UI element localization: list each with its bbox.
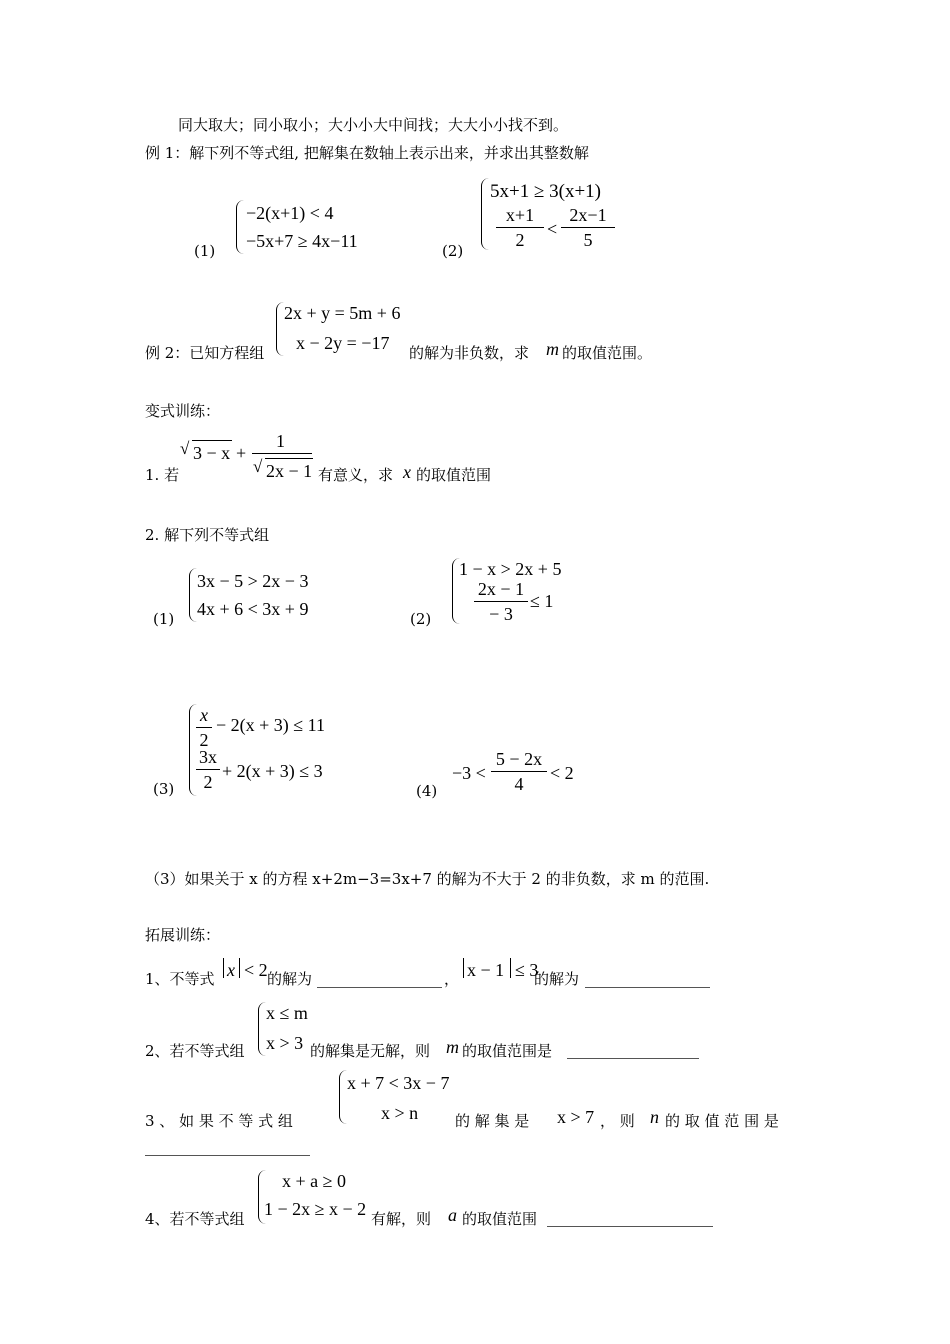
e4-suffix: 的取值范围 bbox=[462, 1210, 538, 1228]
s2-line1: 1 − x > 2x + 5 bbox=[459, 559, 562, 579]
e1-rel2: ≤ 3 bbox=[515, 960, 539, 980]
s4-left: −3 < bbox=[452, 763, 486, 783]
ex1-part1-label: (1) bbox=[194, 242, 216, 260]
e1-answer-blank-2[interactable] bbox=[585, 987, 710, 988]
e1-mid: 的解为 bbox=[267, 970, 313, 988]
e1-rel1: < 2 bbox=[244, 960, 268, 980]
s2-relation: ≤ 1 bbox=[530, 591, 554, 611]
e2-mid: 的解集是无解，则 bbox=[310, 1042, 431, 1060]
e1-expr2: x − 1 bbox=[467, 960, 505, 980]
ex1-part2-brace bbox=[481, 178, 490, 250]
s1-line1: 3x − 5 > 2x − 3 bbox=[197, 571, 309, 591]
s4-fraction bbox=[491, 750, 547, 793]
extend-title: 拓展训练： bbox=[145, 926, 221, 944]
e1-answer-blank-1[interactable] bbox=[317, 987, 442, 988]
fraction-numerator: 2x − 1 bbox=[474, 580, 528, 602]
e3-prefix: 3 、 如 果 不 等 式 组 bbox=[145, 1112, 293, 1130]
q1-sqrt-bar-1 bbox=[192, 440, 232, 441]
q1-mid: 有意义，求 bbox=[318, 466, 394, 484]
e4-mid: 有解，则 bbox=[371, 1210, 432, 1228]
e4-var: a bbox=[448, 1205, 457, 1225]
s1-line2: 4x + 6 < 3x + 9 bbox=[197, 599, 309, 619]
q1-numerator: 1 bbox=[276, 431, 285, 451]
ex2-line2: x − 2y = −17 bbox=[296, 333, 390, 353]
e3-answer-blank[interactable] bbox=[145, 1155, 310, 1156]
e3-line1: x + 7 < 3x − 7 bbox=[347, 1073, 450, 1093]
fraction-denominator: 2 bbox=[199, 730, 209, 750]
q1-plus: + bbox=[236, 443, 247, 463]
e1-expr1: x bbox=[227, 960, 235, 980]
q1-sqrt-bar-2 bbox=[265, 458, 313, 459]
e2-prefix: 2、若不等式组 bbox=[145, 1042, 245, 1060]
s2-label: (2) bbox=[410, 610, 432, 628]
e3-then: ， 则 bbox=[600, 1112, 635, 1130]
fraction-denominator: 2 bbox=[203, 772, 213, 792]
ex1-part1-line2: −5x+7 ≥ 4x−11 bbox=[246, 231, 358, 251]
e1-abs2-right bbox=[510, 958, 511, 978]
ex2-mid: 的解为非负数，求 bbox=[409, 344, 530, 362]
q1-var: x bbox=[403, 462, 411, 482]
s2-fraction bbox=[474, 580, 528, 623]
s3-label: (3) bbox=[153, 780, 175, 798]
s1-label: (1) bbox=[153, 610, 175, 628]
fraction-numerator: x bbox=[196, 706, 212, 728]
e2-var: m bbox=[446, 1037, 459, 1057]
e2-line1: x ≤ m bbox=[266, 1003, 308, 1023]
ex1-part1-brace bbox=[236, 200, 245, 254]
ex1-part2-lt: < bbox=[547, 219, 558, 239]
ex1-part2-label: (2) bbox=[442, 242, 464, 260]
ex2-line1: 2x + y = 5m + 6 bbox=[284, 303, 401, 323]
intro-text: 同大取大；同小取小；大小小大中间找；大大小小找不到。 bbox=[178, 116, 569, 134]
e4-prefix: 4、若不等式组 bbox=[145, 1210, 245, 1228]
fraction-denominator: − 3 bbox=[489, 604, 513, 624]
e1-abs-left bbox=[223, 958, 224, 978]
e2-answer-blank[interactable] bbox=[567, 1058, 699, 1059]
e1-prefix: 1、不等式 bbox=[145, 970, 215, 988]
ex1-part2-fraction1 bbox=[496, 206, 544, 249]
s3-fraction1 bbox=[196, 706, 212, 749]
s4-right: < 2 bbox=[550, 763, 574, 783]
ex2-prefix: 例 2：已知方程组 bbox=[145, 344, 265, 362]
variant-title: 变式训练： bbox=[145, 402, 221, 420]
fraction-denominator: 5 bbox=[583, 230, 593, 250]
fraction-numerator: x+1 bbox=[496, 206, 544, 228]
fraction-denominator: 2 bbox=[515, 230, 525, 250]
s3-line2-rest: + 2(x + 3) ≤ 3 bbox=[222, 761, 323, 781]
fraction-numerator: 2x−1 bbox=[561, 206, 615, 228]
e3-condition: x > 7 bbox=[557, 1107, 595, 1127]
example-1-title: 例 1：解下列不等式组, 把解集在数轴上表示出来，并求出其整数解 bbox=[145, 144, 589, 162]
ex2-suffix: 的取值范围。 bbox=[562, 344, 653, 362]
e1-abs-right bbox=[239, 958, 240, 978]
fraction-numerator: 5 − 2x bbox=[491, 750, 547, 772]
q1-fraction-bar bbox=[252, 453, 312, 454]
e3-line2: x > n bbox=[381, 1103, 419, 1123]
q1-sqrt-symbol-2: √ bbox=[253, 457, 263, 476]
e3-mid: 的 解 集 是 bbox=[455, 1112, 530, 1130]
q2-title: 2. 解下列不等式组 bbox=[145, 526, 270, 544]
q3-text: （3）如果关于 x 的方程 x+2m−3=3x+7 的解为不大于 2 的非负数，求 m 的范围. bbox=[145, 870, 710, 888]
ex2-var: m bbox=[546, 339, 559, 359]
e2-line2: x > 3 bbox=[266, 1033, 304, 1053]
e2-suffix: 的取值范围是 bbox=[462, 1042, 553, 1060]
q1-sqrt-symbol-1: √ bbox=[180, 439, 190, 458]
fraction-denominator: 4 bbox=[514, 774, 524, 794]
ex1-part2-fraction2 bbox=[561, 206, 615, 249]
s3-line1-rest: − 2(x + 3) ≤ 11 bbox=[216, 715, 326, 735]
e3-var: n bbox=[650, 1107, 659, 1127]
q1-suffix: 的取值范围 bbox=[416, 466, 492, 484]
fraction-numerator: 3x bbox=[196, 748, 220, 770]
q1-prefix: 1. 若 bbox=[145, 466, 180, 484]
e1-suffix: 的解为 bbox=[534, 970, 580, 988]
ex1-part1-line1: −2(x+1) < 4 bbox=[246, 203, 334, 223]
q1-sqrt-radicand-2: 2x − 1 bbox=[266, 461, 313, 481]
e1-comma: ， bbox=[444, 970, 460, 988]
q1-sqrt-radicand-1: 3 − x bbox=[193, 443, 231, 463]
e4-line1: x + a ≥ 0 bbox=[282, 1171, 347, 1191]
s4-label: (4) bbox=[416, 782, 438, 800]
e4-line2: 1 − 2x ≥ x − 2 bbox=[264, 1199, 367, 1219]
e3-suffix: 的 取 值 范 围 是 bbox=[665, 1112, 779, 1130]
ex1-part2-line1: 5x+1 ≥ 3(x+1) bbox=[490, 181, 602, 202]
s3-fraction2 bbox=[196, 748, 220, 791]
e4-answer-blank[interactable] bbox=[547, 1226, 713, 1227]
e1-abs2-left bbox=[463, 958, 464, 978]
